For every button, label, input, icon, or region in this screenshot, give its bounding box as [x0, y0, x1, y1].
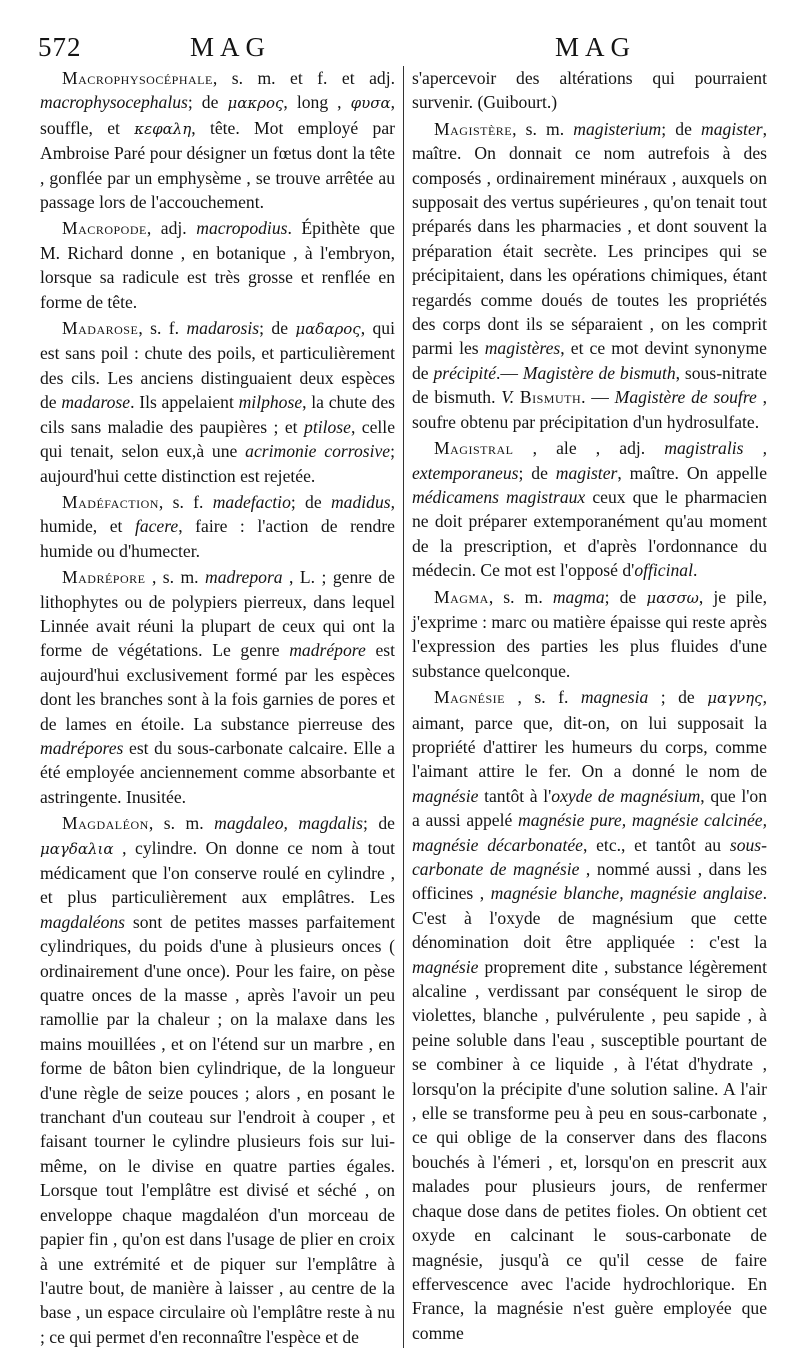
entry-text: , que l'on a aussi appelé: [412, 785, 767, 831]
entry-text: ; de: [604, 586, 647, 607]
grammar: , s. m.: [145, 567, 206, 588]
running-head-left: MAG: [190, 32, 272, 62]
entry-text: s'apercevoir des altérations qui pourraient survenir. (Guibourt.): [412, 68, 767, 113]
latin-term: magistralis , extemporaneus: [412, 438, 767, 483]
italic-term: madrépore: [289, 640, 366, 661]
entry-text: ; de: [661, 118, 702, 139]
entry-text: , la chute des cils sans maladie des paupières ; et: [40, 392, 395, 437]
greek-etymon: μαγνης: [707, 689, 763, 708]
italic-term: précipité: [433, 362, 497, 383]
italic-term: magnésie blanche, magnésie anglaise: [490, 883, 763, 904]
italic-term: oxyde de magnésium: [551, 785, 701, 806]
entry-text: ; de: [362, 813, 395, 834]
entry-text: , nommé aussi , dans les officines ,: [412, 859, 767, 904]
grammar: , s. m.: [148, 813, 215, 834]
headword: Madéfaction: [62, 491, 159, 512]
entry-text: . C'est à l'oxyde de magnésium que cette dénomination doit être appliquée : c'est la: [412, 883, 767, 953]
entry-magistral: [412, 436, 767, 582]
greek-etymon: φυσα: [350, 94, 391, 113]
column-divider: [403, 66, 404, 1348]
grammar: , s. f.: [158, 491, 213, 512]
italic-term: acrimonie corrosive: [245, 441, 391, 462]
entry-text: . Épithète que M. Richard donne , en botanique , à l'embryon, lorsque sa radicule est très grosse et renflée en forme de tête.: [40, 218, 395, 312]
left-column: [40, 66, 395, 1351]
entry-text: , faire : l'action de rendre humide ou d'humecter.: [40, 516, 395, 561]
running-head-right: MAG: [555, 32, 637, 62]
entry-magistere: [412, 117, 767, 434]
cross-reference: Bismuth: [519, 387, 582, 408]
italic-term: magdaléons: [40, 911, 126, 932]
page-header: [0, 30, 800, 70]
headword: Magistère: [434, 118, 513, 139]
greek-etymon: μαγδαλια: [40, 839, 114, 858]
entry-text: ; de: [290, 491, 331, 512]
page-number: 572: [38, 32, 82, 62]
entry-text: , tête. Mot employé par Ambroise Paré pour désigner un fœtus dont la tête , gonflée par un emphysème , se trouve arrêtée au passage lors de l'accouchement.: [40, 117, 395, 213]
italic-term: madrépores: [40, 737, 124, 758]
entry-text: , L. ; genre de lithophytes ou de polypiers pierreux, dans lequel Linnée avait réuni la plupart de ceux qui ont la forme de végétations. Le genre: [40, 567, 395, 661]
grammar: , s. m.: [512, 118, 574, 139]
italic-term: magister: [555, 462, 618, 483]
entry-text: ; aujourd'hui cette distinction est rejetée.: [40, 441, 395, 486]
italic-term: Magistère de soufre: [614, 387, 757, 408]
headword: Magistral: [434, 438, 514, 459]
entry-text: , etc., et tantôt au: [582, 834, 730, 855]
grammar: , s. f.: [504, 687, 581, 708]
entry-text: ; de: [259, 318, 296, 339]
entry-text: , aimant, parce que, dit-on, on lui supposait la propriété d'attirer les humeurs du corps, comme l'aimant attire le fer. On a donné le nom de: [412, 687, 767, 782]
entry-text: , cylindre. On donne ce nom à tout médicament que l'on conserve roulé en cylindre , et plus particulièrement aux emplâtres. Les: [40, 837, 395, 908]
latin-term: madarosis: [186, 318, 260, 339]
headword: Magma: [434, 586, 489, 607]
entry-text: sont de petites masses parfaitement cylindriques, du poids d'une à plusieurs onces ( ordinairement d'une once). Pour les faire, on pèse quatre onces de la masse , après l'avoir un peu ramollie par la chaleur ; on la malaxe dans les mains mouillées , et on l'étend sur un marbre , en forme de bâton bien cylindrique, de la longueur d'une règle de seize pouces ; alors , en posant le tranchant d'un couteau sur l'endroit à couper , et faisant tourner le cylindre plusieurs fois sur lui-même, on le divise en quatre parties égales. Lorsque tout l'emplâtre est divisé et séché , on enveloppe chaque magdaléon d'un morceau de papier fin , qu'on est dans l'usage de plier en croix à une extrémité et de piquer sur l'emplâtre à l'autre bout, de manière à laisser , au centre de la base , un espace circulaire où l'emplâtre reste à nu ; ce qui permet d'en reconnaître l'espèce et de: [40, 911, 395, 1347]
italic-term: madarose: [61, 392, 131, 413]
entry-continuation: [412, 66, 767, 115]
entry-text: , long ,: [283, 92, 351, 113]
entry-text: est aujourd'hui exclusivement formé par les espèces dont les branches sont à la fois garnies de pores et de lames en étoile. La substance pierreuse des: [40, 640, 395, 734]
entry-text: ceux que le pharmacien ne doit préparer extemporanément qu'au moment de la prescription, et d'après l'ordonnance du médecin. Ce mot est l'opposé d': [412, 486, 767, 581]
greek-etymon: μασσω: [646, 588, 699, 607]
latin-term: magma: [552, 586, 605, 607]
greek-etymon: μακρος: [227, 94, 284, 113]
headword: Macrophysocéphale: [62, 68, 213, 88]
italic-term: milphose: [238, 392, 303, 413]
italic-term: magnésie: [412, 785, 479, 806]
entry-magma: [412, 585, 767, 684]
entry-text: , et ce mot devint synonyme de: [412, 338, 767, 383]
italic-term: médicamens magistraux: [412, 486, 586, 507]
entry-text: proprement dite , substance légèrement alcaline , verdissant par conséquent le sirop de violettes, blanche , pulvérulente , peu sapide , à peine soluble dans l'eau , susceptible pourtant de se combiner à ce liquide , à l'état d'hydrate , lorsqu'on la précipite d'une solution saline. A l'air , elle se transforme peu à peu en sous-carbonate , ce qui oblige de la conserver dans des flacons bouchés à l'émeri , et, lorsqu'on en prescrit aux malades pour plusieurs jours, de renfermer chaque dose dans de petites fioles. On obtient cet oxyde en calcinant le sous-carbonate de magnésie, jusqu'à ce qu'il cesse de faire effervescence avec l'acide hydrochlorique. En France, la magnésie n'est guère employée que comme: [412, 956, 767, 1343]
entry-text: , celle qui tenait, selon eux,à une: [40, 416, 396, 462]
latin-term: madefactio: [212, 491, 291, 512]
entry-macropode: [40, 216, 395, 314]
entry-madrepore: [40, 565, 395, 809]
entry-text: , humide, et: [40, 491, 395, 537]
latin-term: madrepora: [205, 567, 283, 588]
entry-text: , maître. On donnait ce nom autrefois à des composés , ordinairement minéraux , auxquels on supposait des vertus supérieures , qu'on tenait tout préparés dans les pharmacies , et dont souvent la préparation était secrète. Les principes qui se précipitaient, dans les opérations chimiques, étant regardés comme doués de toutes les propriétés des corps dont ils se séparaient , on les comprit parmi les: [412, 118, 767, 359]
entry-text: ; de: [648, 687, 708, 708]
italic-term: V.: [501, 387, 515, 408]
grammar: , s. f.: [138, 318, 187, 339]
italic-term: Magistère de bismuth: [522, 362, 676, 383]
entry-madefaction: [40, 490, 395, 563]
latin-term: magdaleo, magdalis: [214, 813, 363, 834]
entry-text: . —: [581, 387, 615, 408]
italic-term: magistères: [484, 338, 561, 359]
entry-text: .—: [496, 362, 523, 383]
italic-term: madidus: [330, 491, 391, 512]
entry-text: , maître. On appelle: [617, 462, 767, 483]
entry-madarose: [40, 316, 395, 488]
entry-text: .: [692, 560, 698, 581]
italic-term: facere: [134, 516, 179, 537]
grammar: , s. m.: [488, 586, 553, 607]
headword: Magdaléon: [62, 813, 149, 834]
headword: Madarose: [62, 318, 139, 339]
entry-text: , soufre obtenu par précipitation d'un hydrosulfate.: [412, 387, 767, 432]
headword: Magnésie: [434, 687, 505, 708]
headword: Madrépore: [62, 567, 146, 588]
entry-text: , qui est sans poil : chute des poils, et particulièrement des cils. Les anciens distinguaient deux espèces de: [40, 318, 395, 413]
entry-text: ; de: [187, 92, 228, 113]
greek-etymon: μαδαρος: [295, 320, 361, 339]
entry-text: est du sous-carbonate calcaire. Elle a été employée anciennement comme absorbante et astringente. Inusitée.: [40, 737, 395, 807]
entry-text: , je pile, j'exprime : marc ou matière épaisse qui reste après l'expression des parties les plus fluides d'une substance quelconque.: [412, 586, 767, 681]
grammar: , s. m. et f. et adj.: [212, 68, 395, 88]
entry-text: . Ils appelaient: [130, 392, 239, 413]
entry-text: , souffle, et: [40, 92, 395, 138]
grammar: , ale , adj.: [513, 438, 665, 459]
italic-term: ptilose: [304, 416, 351, 437]
entry-magdaleon: [40, 811, 395, 1349]
italic-term: magister: [701, 118, 763, 139]
entry-magnesie: [412, 685, 767, 1345]
entry-text: , sous-nitrate de bismuth.: [412, 362, 767, 408]
entry-text: ; de: [518, 462, 556, 483]
latin-term: macropodius: [196, 218, 288, 239]
italic-term: sous-carbonate de magnésie: [412, 834, 767, 879]
right-column: [412, 66, 767, 1347]
italic-term: magnésie pure, magnésie calcinée, magnésie décarbonatée: [412, 810, 767, 855]
headword: Macropode: [62, 218, 147, 239]
latin-term: magnesia: [580, 687, 649, 708]
greek-etymon: κεφαλη: [134, 119, 192, 138]
italic-term: magnésie: [412, 956, 479, 977]
latin-term: macrophysocephalus: [40, 92, 188, 113]
entry-macrophysocephale: [40, 66, 395, 214]
latin-term: magisterium: [573, 118, 662, 139]
italic-term: officinal: [634, 560, 693, 581]
grammar: , adj.: [146, 218, 197, 239]
entry-text: tantôt à l': [478, 785, 552, 806]
